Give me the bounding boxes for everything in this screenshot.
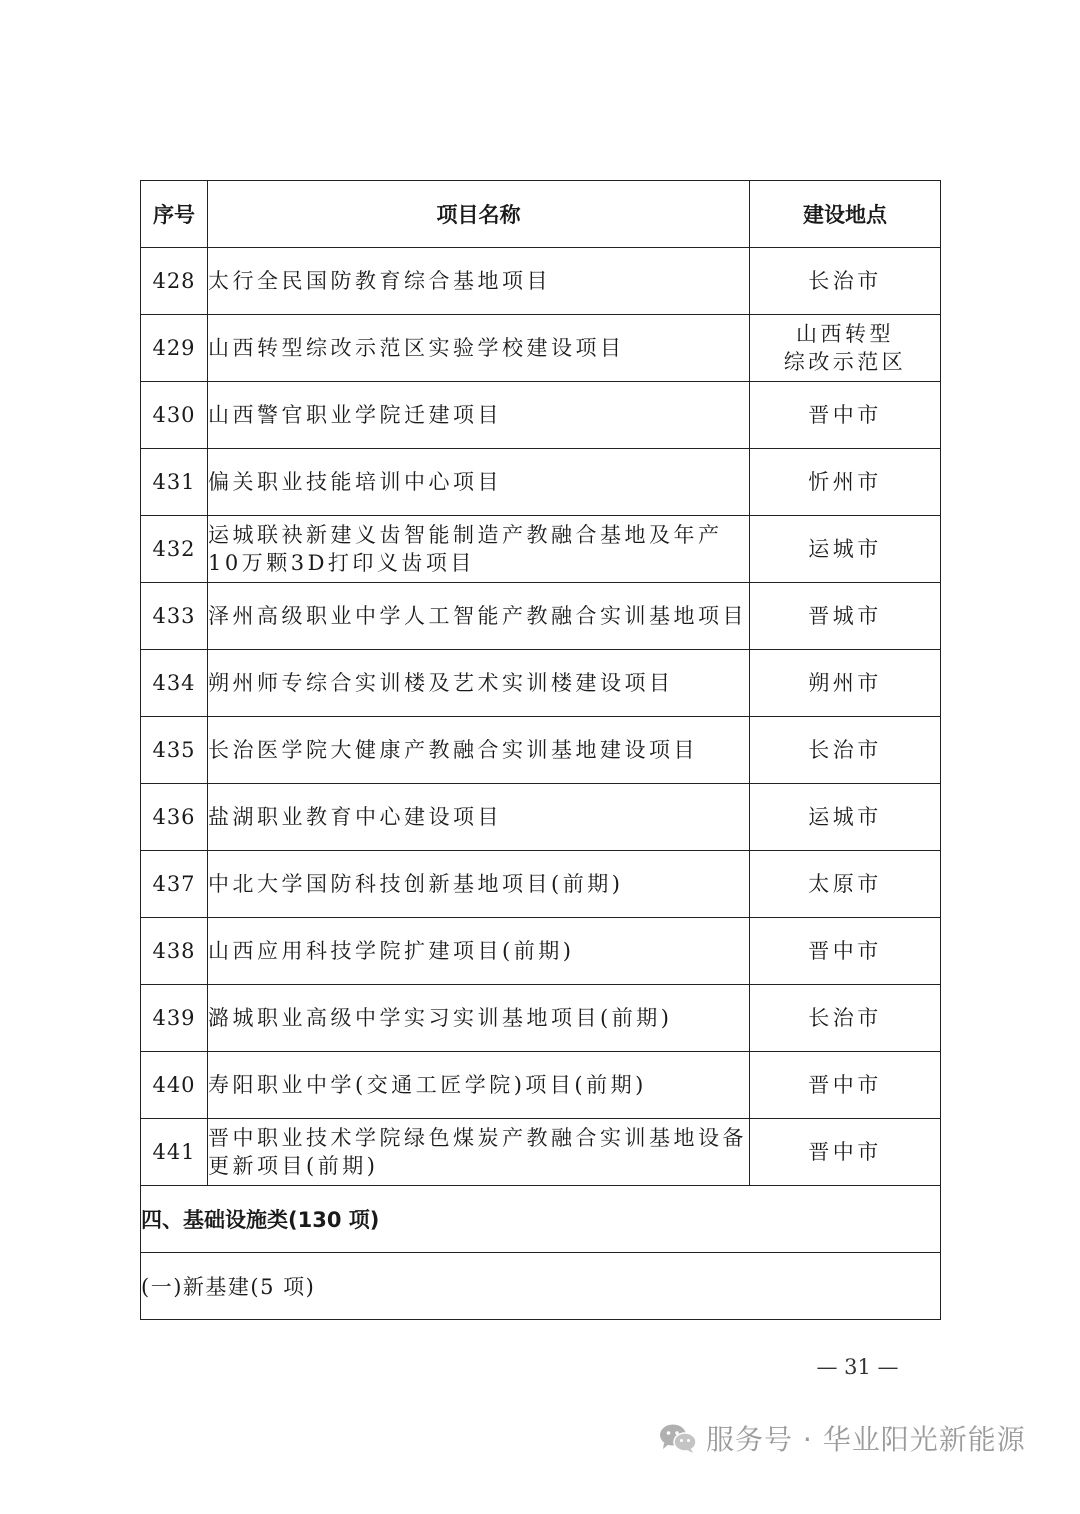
table-row [141,583,941,650]
row-seq: 439 [141,985,208,1052]
row-project-name: 山西应用科技学院扩建项目(前期) [208,918,750,985]
row-project-name: 中北大学国防科技创新基地项目(前期) [208,851,750,918]
table-header-row [141,181,941,248]
row-location: 晋中市 [750,1119,941,1186]
watermark [658,1418,1026,1458]
row-seq: 441 [141,1119,208,1186]
table-row [141,516,941,583]
row-location: 晋中市 [750,918,941,985]
row-seq: 429 [141,315,208,382]
row-project-name: 朔州师专综合实训楼及艺术实训楼建设项目 [208,650,750,717]
row-seq: 431 [141,449,208,516]
row-seq: 437 [141,851,208,918]
table-row [141,1052,941,1119]
row-project-name: 泽州高级职业中学人工智能产教融合实训基地项目 [208,583,750,650]
row-seq: 440 [141,1052,208,1119]
section-row [141,1186,941,1253]
row-location: 山西转型 综改示范区 [750,315,941,382]
row-seq: 430 [141,382,208,449]
row-location: 太原市 [750,851,941,918]
row-project-name: 山西警官职业学院迁建项目 [208,382,750,449]
table-row [141,717,941,784]
table-row [141,650,941,717]
row-seq: 435 [141,717,208,784]
table-row [141,784,941,851]
row-project-name: 长治医学院大健康产教融合实训基地建设项目 [208,717,750,784]
row-seq: 433 [141,583,208,650]
table-row [141,382,941,449]
table-row [141,1119,941,1186]
table-row [141,851,941,918]
table-row [141,985,941,1052]
row-location: 长治市 [750,717,941,784]
table-row [141,449,941,516]
row-project-name: 寿阳职业中学(交通工匠学院)项目(前期) [208,1052,750,1119]
row-location: 忻州市 [750,449,941,516]
watermark-text: 服务号 · 华业阳光新能源 [706,1423,1026,1456]
row-project-name: 晋中职业技术学院绿色煤炭产教融合实训基地设备更新项目(前期) [208,1119,750,1186]
header-project-name: 项目名称 [208,181,750,248]
row-location: 晋中市 [750,382,941,449]
table-row [141,315,941,382]
subsection-title: (一)新基建(5 项) [141,1253,941,1320]
row-seq: 428 [141,248,208,315]
row-location: 长治市 [750,248,941,315]
project-table [140,180,941,1320]
row-location: 运城市 [750,784,941,851]
row-project-name: 山西转型综改示范区实验学校建设项目 [208,315,750,382]
row-location: 晋城市 [750,583,941,650]
row-project-name: 偏关职业技能培训中心项目 [208,449,750,516]
table-row [141,248,941,315]
section-title: 四、基础设施类(130 项) [141,1186,941,1253]
header-location: 建设地点 [750,181,941,248]
row-location: 运城市 [750,516,941,583]
row-seq: 438 [141,918,208,985]
row-project-name: 盐湖职业教育中心建设项目 [208,784,750,851]
row-project-name: 运城联袂新建义齿智能制造产教融合基地及年产10万颗3D打印义齿项目 [208,516,750,583]
subsection-row [141,1253,941,1320]
row-location: 朔州市 [750,650,941,717]
wechat-icon [658,1422,698,1454]
row-location: 晋中市 [750,1052,941,1119]
row-seq: 436 [141,784,208,851]
row-project-name: 太行全民国防教育综合基地项目 [208,248,750,315]
header-seq: 序号 [141,181,208,248]
table-row [141,918,941,985]
row-seq: 432 [141,516,208,583]
page-number: — 31 — [816,1355,899,1379]
row-location: 长治市 [750,985,941,1052]
row-project-name: 潞城职业高级中学实习实训基地项目(前期) [208,985,750,1052]
row-seq: 434 [141,650,208,717]
